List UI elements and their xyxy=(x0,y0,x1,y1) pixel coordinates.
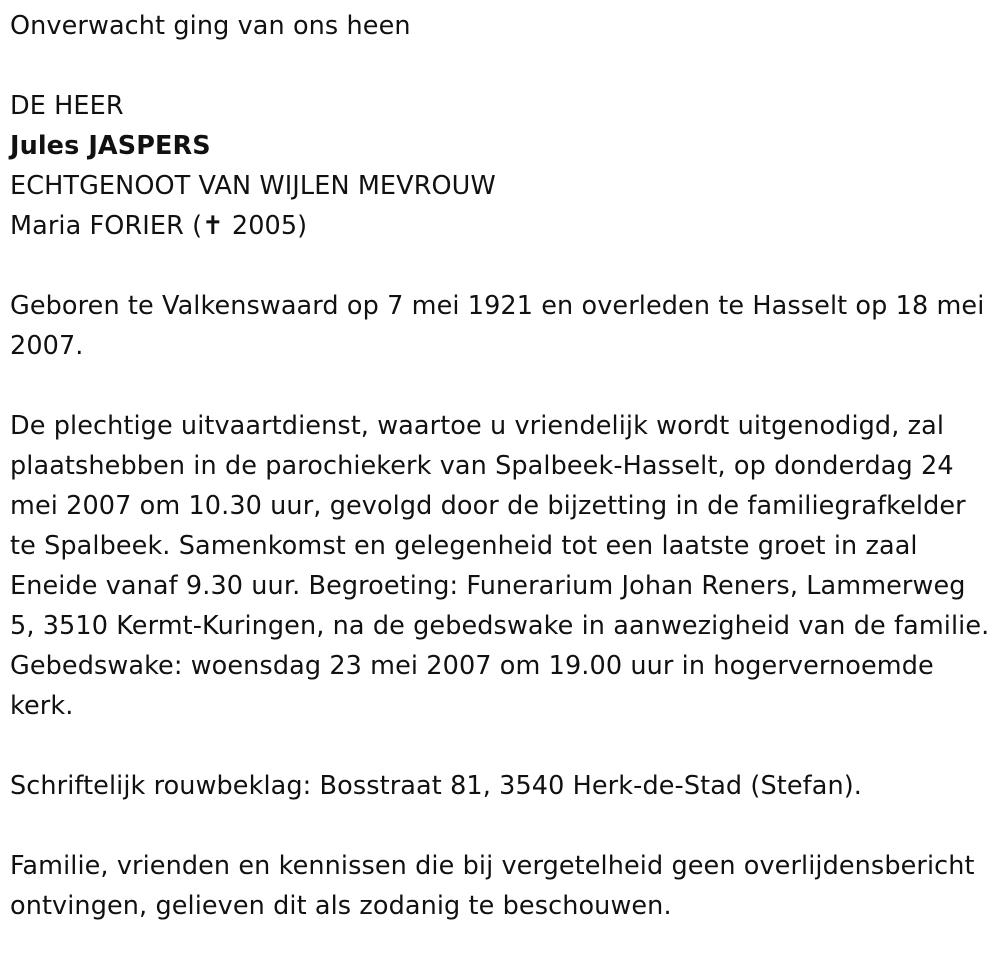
birth-death-paragraph: Geboren te Valkenswaard op 7 mei 1921 en overleden te Hasselt op 18 mei 2007. xyxy=(10,291,985,361)
cross-icon: ✝ xyxy=(202,211,224,241)
condolences-paragraph: Schriftelijk rouwbeklag: Bosstraat 81, 3540 Herk-de-Stad (Stefan). xyxy=(10,771,862,801)
deceased-name: Jules JASPERS xyxy=(10,131,211,161)
obituary-notice xyxy=(10,6,990,926)
spouse-name: Maria FORIER ( xyxy=(10,211,203,241)
spacer xyxy=(10,46,990,86)
funeral-paragraph: De plechtige uitvaartdienst, waartoe u vriendelijk wordt uitgenodigd, zal plaatshebben in de parochiekerk van Spalbeek-Hasselt, op donderdag 24 mei 2007 om 10.30 uur, gevolgd door de bijzetting in de familiegrafkelder te Spalbeek. Samenkomst en gelegenheid tot een laatste groet in zaal Eneide vanaf 9.30 uur. Begroeting: Funerarium Johan Reners, Lammerweg 5, 3510 Kermt-Kuringen, na de gebedswake in aanwezigheid van de familie. Gebedswake: woensdag 23 mei 2007 om 19.00 uur in hogervernoemde kerk. xyxy=(10,411,990,721)
intro-text: Onverwacht ging van ons heen xyxy=(10,11,411,41)
spacer xyxy=(10,806,990,846)
spouse-death-year: 2005) xyxy=(223,211,308,241)
spouse-name-line xyxy=(10,206,990,246)
spacer xyxy=(10,246,990,286)
spacer xyxy=(10,726,990,766)
honorific: DE HEER xyxy=(10,91,124,121)
spacer xyxy=(10,366,990,406)
closing-paragraph: Familie, vrienden en kennissen die bij vergetelheid geen overlijdensbericht ontvingen, gelieven dit als zodanig te beschouwen. xyxy=(10,851,975,921)
spouse-line: ECHTGENOOT VAN WIJLEN MEVROUW xyxy=(10,171,496,201)
